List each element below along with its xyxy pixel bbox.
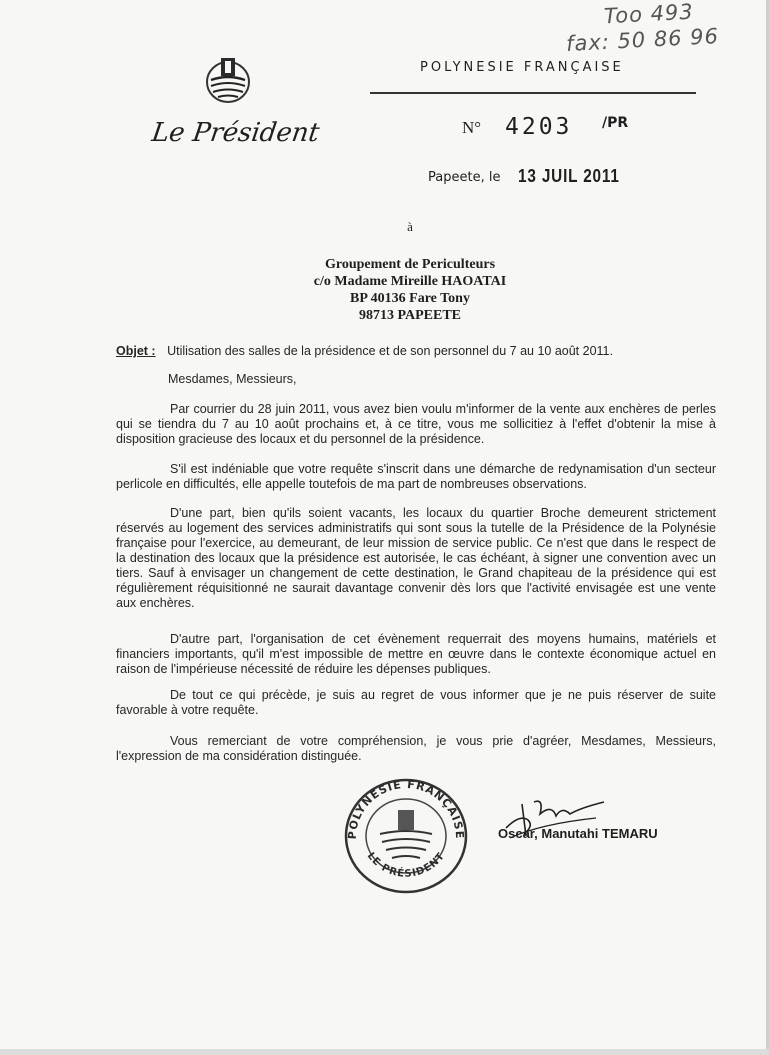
emblem-logo-icon bbox=[204, 52, 252, 104]
seal-bottom-text: LE PRÉSIDENT bbox=[364, 850, 448, 880]
date-place: Papeete, le bbox=[428, 170, 501, 185]
reference-label: N° bbox=[462, 118, 482, 137]
body-paragraph: S'il est indéniable que votre requête s'inscrit dans une démarche de redynamisation d'un secteur perlicole en difficultés, elle appelle toutefois de ma part de nombreuses observations. bbox=[116, 462, 716, 491]
salutation: Mesdames, Messieurs, bbox=[168, 372, 297, 386]
signer-name: Oscar, Manutahi TEMARU bbox=[498, 826, 658, 841]
president-title: Le Président bbox=[149, 118, 322, 148]
subject-line bbox=[116, 344, 716, 359]
seal-top-text: POLYNESIE FRANÇAISE bbox=[345, 777, 467, 840]
body-paragraph: D'autre part, l'organisation de cet évènement requerrait des moyens humains, matériels et financiers importants, qu'il m'est impossible de mettre en œuvre dans le contexte économique actuel en raison de l'impérieuse nécessité de réduire les dépenses publiques. bbox=[116, 632, 716, 676]
handwritten-note-line1: Too 493 bbox=[603, 0, 695, 29]
scan-bottom-edge bbox=[0, 1049, 769, 1055]
body-paragraph: Par courrier du 28 juin 2011, vous avez bien voulu m'informer de la vente aux enchères de perles qui se tiendra du 7 au 10 août prochains et, à ce titre, vous me sollicitiez à l'effet d'obtenir la mise à disposition gracieuse des locaux et du personnel de la présidence. bbox=[116, 402, 716, 446]
svg-text:LE PRÉSIDENT bbox=[365, 851, 448, 880]
country-name: POLYNESIE FRANÇAISE bbox=[420, 60, 624, 75]
recipient-line: BP 40136 Fare Tony bbox=[350, 291, 470, 306]
presidential-seal-icon bbox=[340, 774, 472, 896]
date-stamp: 13 JUIL 2011 bbox=[518, 166, 620, 186]
recipient-preposition: à bbox=[407, 219, 413, 234]
subject-label: Objet : bbox=[116, 344, 156, 358]
recipient-line: Groupement de Periculteurs bbox=[324, 257, 496, 272]
recipient-line: c/o Madame Mireille HAOATAI bbox=[313, 274, 507, 289]
body-paragraph: De tout ce qui précède, je suis au regret de vous informer que je ne puis réserver de suite favorable à votre requête. bbox=[116, 688, 716, 717]
body-paragraph: D'une part, bien qu'ils soient vacants, les locaux du quartier Broche demeurent strictement réservés au logement des services administratifs qui sont sous la tutelle de la Présidence de la Polynésie française pour l'exercice, au demeurant, de leur mission de service public. Ce n'est que dans le respect de la destination des locaux que la présidence est autorisée, le cas échéant, à signer une convention avec un tiers. Sauf à envisager un changement de cette destination, le Grand chapiteau de la présidence qui est régulièrement réquisitionné ne saurait davantage convenir dès lors que l'activité envisagée est une vente aux enchères. bbox=[116, 506, 716, 610]
header-rule bbox=[370, 92, 696, 94]
reference-suffix: /PR bbox=[602, 115, 629, 131]
body-paragraph: Vous remerciant de votre compréhension, je vous prie d'agréer, Mesdames, Messieurs, l'expression de ma considération distinguée. bbox=[116, 734, 716, 763]
recipient-address bbox=[280, 256, 540, 324]
reference-number: 4203 bbox=[505, 114, 573, 140]
subject-text: Utilisation des salles de la présidence et de son personnel du 7 au 10 août 2011. bbox=[167, 344, 613, 358]
recipient-line: 98713 PAPEETE bbox=[358, 308, 462, 323]
handwritten-note-line2: fax: 50 86 96 bbox=[565, 24, 720, 56]
